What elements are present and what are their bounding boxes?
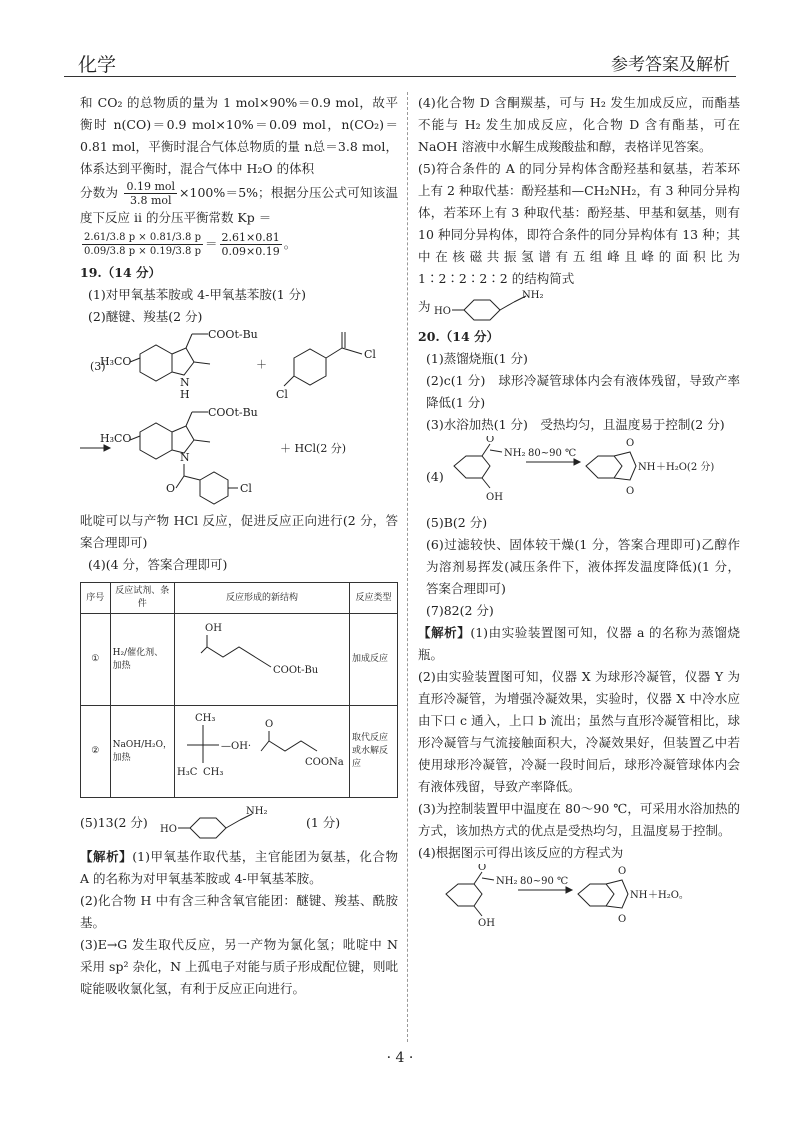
q20-answer-2: (2)c(1 分) 球形冷凝管球体内会有液体残留，导致产率降低(1 分) (426, 373, 740, 410)
svg-text:O: O (478, 864, 487, 873)
table-header-row: 序号 反应试剂、条件 反应形成的新结构 反应类型 (81, 583, 398, 614)
reaction-scheme-3 (80, 328, 398, 508)
page-number: · 4 · (386, 1050, 414, 1066)
q20-answer-7: (7)82(2 分) (426, 603, 494, 618)
svg-text:O: O (626, 486, 635, 497)
analysis-19-3: (3)E→G 发生取代反应，另一产物为氯化氢；吡啶中 N 采用 sp² 杂化，N 上孤电子对能与质子形成配位键，则吡啶能吸收氯化氢，有利于反应正向进行。 (80, 937, 398, 996)
analysis-19-2: (2)化合物 H 中有含三种含氧官能团：醚键、羧基、酰胺基。 (80, 893, 398, 930)
svg-text:O: O (264, 719, 274, 730)
svg-text:Cl: Cl (364, 348, 376, 361)
svg-text:Cl: Cl (276, 388, 288, 401)
structure-cell (174, 614, 349, 706)
hydroxy-ester-structure (177, 617, 347, 697)
svg-text:O: O (626, 438, 635, 449)
fraction: $\frac{\text{0.19 mol}}{\text{3.8 mol}}$ (126, 180, 176, 207)
svg-text:＋ HCl(2 分): ＋ HCl(2 分) (280, 442, 347, 455)
structure-cell (174, 706, 349, 798)
svg-text:OH: OH (204, 623, 222, 634)
svg-text:O: O (618, 866, 627, 877)
svg-text:COOt-Bu: COOt-Bu (208, 328, 258, 341)
table-row: ① H₂/催化剂、加热 OH COOt-Bu 加成反应 (81, 614, 398, 706)
svg-text:＋: ＋ (256, 358, 267, 371)
svg-text:CH₃: CH₃ (202, 767, 224, 778)
svg-text:＋H₂O。: ＋H₂O。 (648, 890, 689, 901)
svg-text:Cl: Cl (240, 482, 252, 495)
svg-text:NH: NH (630, 890, 648, 901)
q19-answer-5: (5)13(2 分) HO NH₂ (1 分) (80, 806, 398, 840)
reaction-table (80, 582, 398, 798)
q20-answer-3: (3)水浴加热(1 分) 受热均匀，且温度易于控制(2 分) (426, 417, 725, 432)
answer-18-fraction-line: 分数为 $\frac{\text{0.19 mol}}{\text{3.8 mol}}$ ×100%＝5%；根据分压公式可知该温度下反应 ⅱ 的分压平衡常数 Kp ＝ (80, 180, 398, 225)
analysis-20-3: (3)为控制装置甲中温度在 80～90 ℃，可采用水浴加热的方式，该加热方式的优点是受热均匀，且温度易于控制。 (418, 801, 740, 838)
svg-text:(3): (3) (90, 360, 106, 373)
svg-text:CH₃: CH₃ (194, 713, 216, 724)
svg-text:HO: HO (160, 824, 177, 835)
svg-text:NH₂: NH₂ (522, 290, 544, 301)
q19-answer-4: (4)(4 分，答案合理即可) (88, 557, 228, 572)
kp-expression: $\frac{2.61/3.8 p \times 0.81/3.8 p}{0.09/3.8 p \times 0.19/3.8 p}$ ＝ $\frac{2.61\times 0.81}{0.09\times 0.19}$ 。 (84, 231, 297, 258)
pyrrole-ring (172, 348, 194, 375)
svg-text:H₃CO: H₃CO (100, 355, 132, 368)
column-divider (407, 92, 408, 1042)
subject-title: 化学 (78, 54, 117, 76)
q19-answer-2: (2)醚键、羧基(2 分) (88, 309, 203, 324)
svg-text:NH₂: NH₂ (246, 806, 268, 817)
svg-text:O: O (618, 914, 627, 925)
header-rule (64, 76, 736, 77)
svg-text:HO: HO (434, 306, 451, 317)
svg-text:H₃CO: H₃CO (100, 432, 132, 445)
chlorobenzoyl-ring (294, 349, 326, 385)
svg-text:80~90 ℃: 80~90 ℃ (520, 876, 569, 887)
analysis-20-1: 【解析】(1)由实验装置图可知，仪器 a 的名称为蒸馏烧瓶。 (418, 625, 740, 662)
q20-answer-5: (5)B(2 分) (426, 515, 488, 530)
table-row: ② NaOH/H₂O，加热 CH₃ —OH· H₃C CH₃ O COONa 取代反应或水解反应 (81, 706, 398, 798)
analysis-19-5: (5)符合条件的 A 的同分异构体含酚羟基和氨基，若苯环上有 2 种取代基：酚羟基和—CH₂NH₂，有 3 种同分异构体，若苯环上有 3 种取代基：酚羟基、甲基和氨基，则有 10 种同分异构体，即符合条件的同分异构体有 13 种；其中在核磁共振氢谱有五组峰且峰的面积比为 1∶2∶2∶2∶2 的结构简式 (418, 161, 740, 286)
q20-answer-6: (6)过滤较快、固体较干燥(1 分，答案合理即可)乙醇作为溶剂易挥发(减压条件下，液体挥发温度降低)(1 分，答案合理即可) (426, 537, 740, 596)
benzene-ring (140, 345, 172, 381)
left-column (80, 92, 398, 1000)
svg-text:COONa: COONa (304, 757, 344, 768)
section-title: 参考答案及解析 (611, 55, 730, 75)
svg-text:80~90 ℃: 80~90 ℃ (528, 448, 577, 459)
svg-text:COOt-Bu: COOt-Bu (208, 406, 258, 419)
svg-text:OH: OH (478, 918, 495, 929)
alcohol-and-salt-structures (177, 709, 347, 789)
svg-text:NH₂: NH₂ (504, 448, 526, 459)
right-column (418, 92, 740, 930)
svg-text:H₃C: H₃C (176, 767, 198, 778)
svg-text:N: N (180, 376, 190, 389)
question-19-heading: 19.（14 分） (80, 265, 161, 280)
q19-answer-1: (1)对甲氧基苯胺或 4-甲氧基苯胺(1 分) (88, 287, 307, 302)
svg-text:H: H (180, 388, 190, 401)
analysis-19-4: (4)化合物 D 含酮羰基，可与 H₂ 发生加成反应，而酯基不能与 H₂ 发生加成反应，化合物 D 含有酯基，可在 NaOH 溶液中水解生成羧酸盐和醇，表格详见答案。 (418, 95, 740, 154)
phthalimide-reaction (446, 436, 746, 512)
svg-text:N: N (180, 451, 190, 464)
svg-text:O: O (486, 436, 495, 445)
q19-answer-3-note: 吡啶可以与产物 HCl 反应，促进反应正向进行(2 分，答案合理即可) (80, 513, 398, 550)
svg-text:NH: NH (638, 462, 656, 473)
q20-answer-4: (4) O NH₂ OH 80~90 ℃ O O NH ＋H₂O(2 分) (418, 436, 740, 512)
svg-text:—OH·: —OH· (220, 741, 252, 752)
q20-answer-1: (1)蒸馏烧瓶(1 分) (426, 351, 528, 366)
page-header (64, 46, 736, 74)
question-20-heading: 20.（14 分） (418, 329, 499, 344)
analysis-20-4: (4)根据图示可得出该反应的方程式为 (418, 845, 624, 860)
svg-text:＋H₂O(2 分): ＋H₂O(2 分) (656, 462, 715, 473)
answer-18-text: 和 CO₂ 的总物质的量为 1 mol×90%＝0.9 mol，故平衡时 n(CO)＝0.9 mol×10%＝0.09 mol，n(CO₂)＝0.81 mol，平衡时混合气体总物质的量 n总＝3.8 mol，体系达到平衡时，混合气体中 H₂O 的体积 (80, 95, 398, 176)
svg-text:O: O (166, 482, 176, 495)
analysis-20-2: (2)由实验装置图可知，仪器 X 为球形冷凝管，仪器 Y 为直形冷凝管，为增强冷凝效果，实验时，仪器 X 中冷水应由下口 c 通入，上口 b 流出；虽然与直形冷凝管相比，球形冷凝管与气流接触面积大，冷凝效果好，但装置乙中若使用球形冷凝管，冷凝一段时间后，球形冷凝管球体内会有液体残留，导致产率降低。 (418, 669, 740, 794)
hydroxybenzylamine-structure (434, 290, 594, 322)
svg-text:OH: OH (486, 492, 503, 503)
analysis-19-1: 【解析】(1)甲氧基作取代基，主官能团为氨基，化合物 A 的名称为对甲氧基苯胺或 4-甲氧基苯胺。 (80, 849, 398, 886)
isomer-structure-line: 为 HO NH₂ (418, 290, 740, 322)
analysis-20-4-equation (418, 864, 740, 930)
phthalimide-reaction (438, 864, 738, 930)
svg-text:NH₂: NH₂ (496, 876, 518, 887)
svg-text:COOt-Bu: COOt-Bu (272, 665, 319, 676)
